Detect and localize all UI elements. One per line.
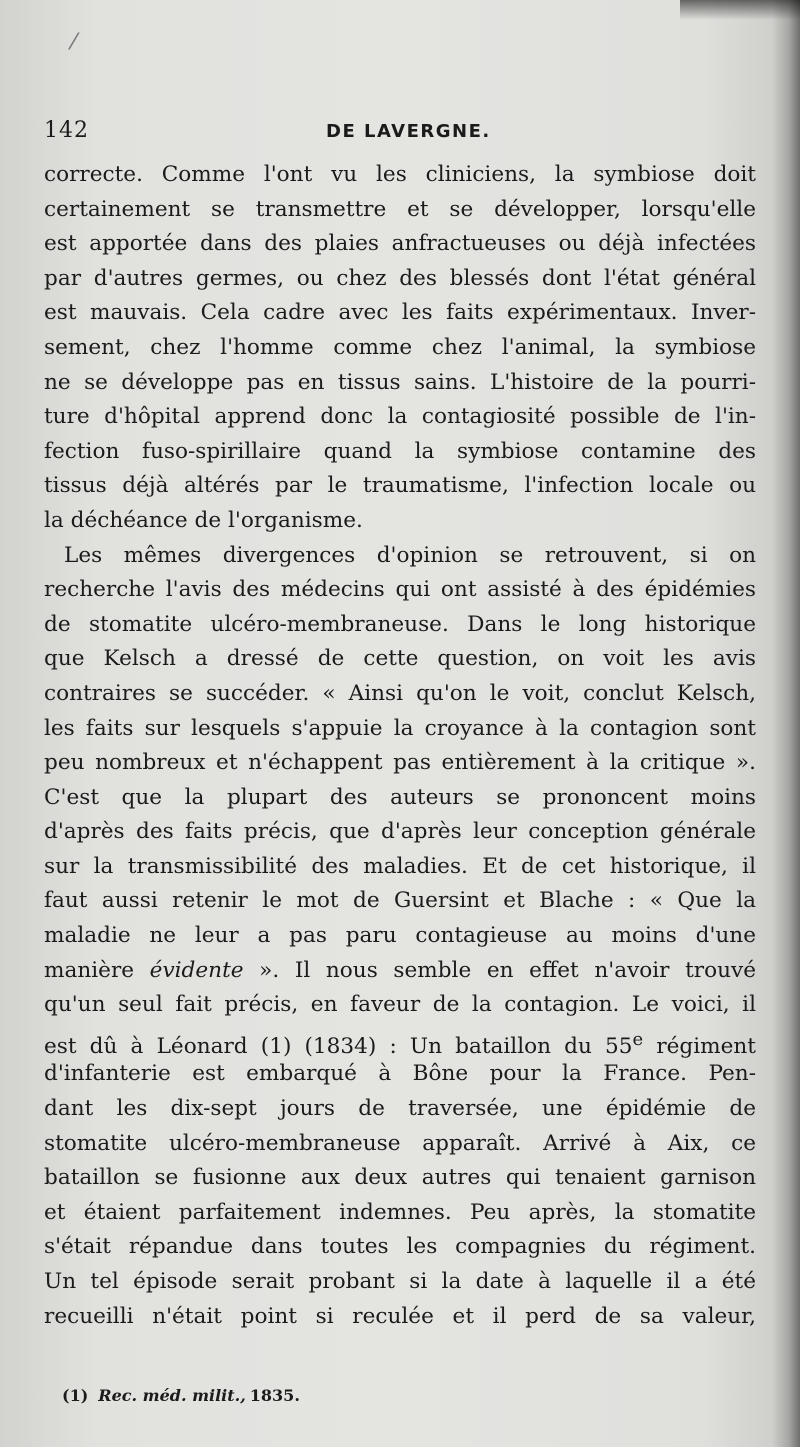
text-line: dant les dix-sept jours de traversée, une épidémie de (44, 1096, 756, 1122)
text-line: de stomatite ulcéro-membraneuse. Dans le long historique (44, 611, 756, 637)
text-line: d'après des faits précis, que d'après leur conception générale (44, 819, 756, 845)
page-number: 142 (44, 118, 89, 143)
text-run: est dû à Léonard (1) (1834) : Un bataillon du 55 (44, 1034, 633, 1060)
footnote-year: 1835. (249, 1386, 300, 1405)
text-line: par d'autres germes, ou chez des blessés dont l'état général (44, 265, 756, 291)
text-line: certainement se transmettre et se développer, lorsqu'elle (44, 196, 756, 222)
text-run: ». Il nous semble en effet n'avoir trouvé (259, 957, 756, 983)
text-line: ture d'hôpital apprend donc la contagiosité possible de l'in- (44, 404, 756, 430)
text-line: peu nombreux et n'échappent pas entièrement à la critique ». (44, 750, 756, 776)
text-line: correcte. Comme l'ont vu les cliniciens, la symbiose doit (44, 162, 756, 187)
page-header (44, 118, 754, 148)
text-line: s'était répandue dans toutes les compagnies du régiment. (44, 1234, 756, 1260)
text-line: et étaient parfaitement indemnes. Peu après, la stomatite (44, 1199, 756, 1225)
text-line: est mauvais. Cela cadre avec les faits expérimentaux. Inver- (44, 300, 756, 326)
text-run: manière (44, 957, 135, 983)
text-line: recherche l'avis des médecins qui ont assisté à des épidémies (44, 577, 756, 603)
footnote-number: (1) (62, 1386, 89, 1405)
superscript: e (632, 1028, 644, 1050)
text-line: tissus déjà altérés par le traumatisme, l'infection locale ou (44, 473, 756, 499)
text-line: fection fuso-spirillaire quand la symbiose contamine des (44, 438, 756, 464)
running-head: DE LAVERGNE. (326, 121, 491, 142)
text-line: C'est que la plupart des auteurs se prononcent moins (44, 784, 756, 810)
text-line: stomatite ulcéro-membraneuse apparaît. Arrivé à Aix, ce (44, 1130, 756, 1156)
text-line-superscript (44, 1023, 756, 1058)
text-line: sur la transmissibilité des maladies. Et de cet historique, il (44, 853, 756, 879)
text-line: qu'un seul fait précis, en faveur de la contagion. Le voici, il (44, 992, 756, 1018)
text-line: maladie ne leur a pas paru contagieuse au moins d'une (44, 923, 756, 949)
text-line-italic (44, 954, 756, 989)
italic-word: évidente (149, 957, 244, 983)
text-line: contraires se succéder. « Ainsi qu'on le voit, conclut Kelsch, (44, 680, 756, 706)
text-line: faut aussi retenir le mot de Guersint et Blache : « Que la (44, 888, 756, 914)
scan-shadow-edge (772, 0, 800, 1447)
text-line: les faits sur lesquels s'appuie la croyance à la contagion sont (44, 715, 756, 741)
text-line: d'infanterie est embarqué à Bône pour la France. Pen- (44, 1061, 756, 1087)
text-line: ne se développe pas en tissus sains. L'histoire de la pourri- (44, 369, 756, 395)
footnote (62, 1386, 300, 1405)
pencil-mark: ⁄ (72, 30, 76, 55)
footnote-source: Rec. méd. milit., (98, 1386, 246, 1405)
text-line: Les mêmes divergences d'opinion se retrouvent, si on (64, 542, 756, 568)
text-line: que Kelsch a dressé de cette question, on voit les avis (44, 646, 756, 672)
text-line: la déchéance de l'organisme. (44, 507, 363, 533)
text-line: Un tel épisode serait probant si la date à laquelle il a été (44, 1269, 756, 1294)
text-line: bataillon se fusionne aux deux autres qui tenaient garnison (44, 1165, 756, 1191)
body-text (44, 158, 756, 1334)
text-line: recueilli n'était point si reculée et il perd de sa valeur, (44, 1303, 756, 1329)
text-line: sement, chez l'homme comme chez l'animal, la symbiose (44, 334, 756, 360)
text-line: est apportée dans des plaies anfractueuses ou déjà infectées (44, 231, 756, 257)
text-run: régiment (643, 1034, 756, 1060)
